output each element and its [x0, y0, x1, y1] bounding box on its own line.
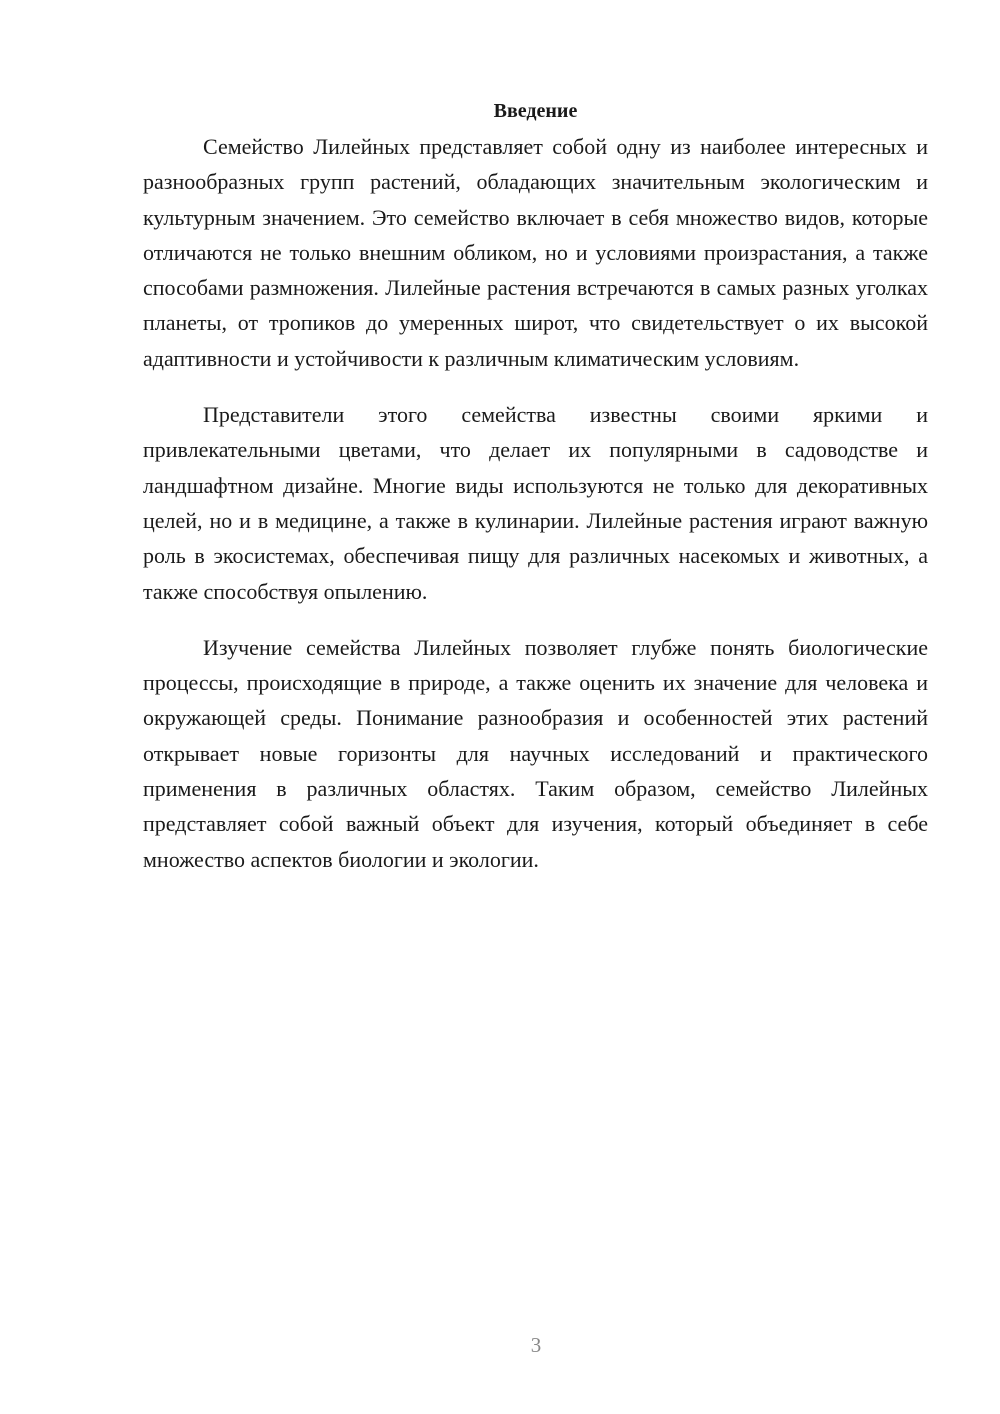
section-heading: Введение [493, 100, 578, 122]
page-number: 3 [530, 1333, 542, 1357]
paragraph-2: Представители этого семейства известны своими яркими и привлекательными цветами, что делает их популярными в садоводстве и ландшафтном дизайне. Многие виды используются не только для декоративных целей, но и в медицине, а также в кулинарии. Лилейные растения играют важную роль в экосистемах, обеспечивая пищу для различных насекомых и животных, а также способствуя опылению. [143, 402, 928, 604]
paragraph-3: Изучение семейства Лилейных позволяет глубже понять биологические процессы, происходящие в природе, а также оценить их значение для человека и окружающей среды. Понимание разнообразия и особенностей этих растений открывает новые горизонты для научных исследований и практического применения в различных областях. Таким образом, семейство Лилейных представляет собой важный объект для изучения, который объединяет в себе множество аспектов биологии и экологии. [143, 634, 928, 872]
document-body [143, 94, 928, 877]
paragraph-1: Семейство Лилейных представляет собой одну из наиболее интересных и разнообразных групп растений, обладающих значительным экологическим и культурным значением. Это семейство включает в себя множество видов, которые отличаются не только внешним обликом, но и условиями произрастания, а также способами размножения. Лилейные растения встречаются в самых разных уголках планеты, от тропиков до умеренных широт, что свидетельствует о их высокой адаптивности и устойчивости к различным климатическим условиям. [143, 134, 928, 371]
